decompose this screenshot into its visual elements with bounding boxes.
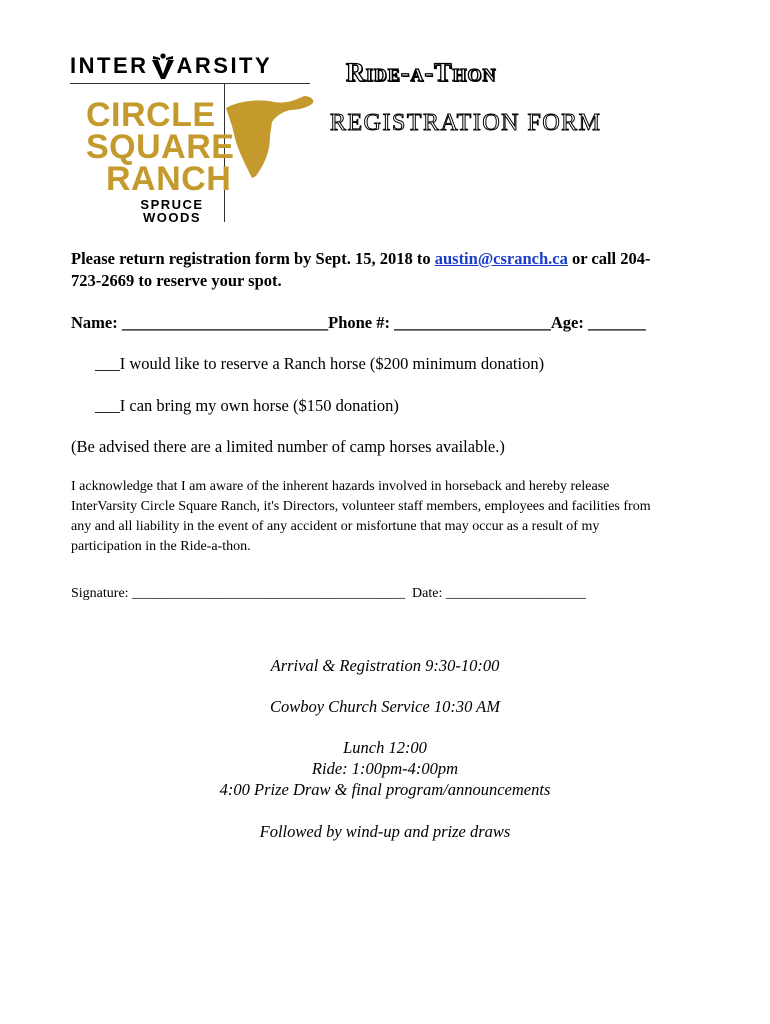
logo-divider-horizontal [70,83,310,84]
longhorn-icon [226,96,316,180]
page-subtitle: REGISTRATION FORM [330,110,602,136]
option-own-horse[interactable]: ___I can bring my own horse ($150 donation) [95,396,399,415]
phone-field[interactable]: Phone #: ___________________ [328,313,551,332]
ranch-name-line2: SQUARE [86,128,235,166]
schedule-followed: Followed by wind-up and prize draws [259,822,511,841]
intervarsity-wordmark [70,52,320,80]
schedule-prize: 4:00 Prize Draw & final program/announcements [219,780,551,799]
ranch-name-line1: CIRCLE [86,96,216,134]
option-ranch-horse[interactable]: ___I would like to reserve a Ranch horse ($200 minimum donation) [95,354,545,373]
advisory-note: (Be advised there are a limited number of camp horses available.) [71,437,505,456]
location-line2: WOODS [142,210,202,225]
schedule-ride: Ride: 1:00pm-4:00pm [311,759,459,778]
waiver-line: I acknowledge that I am aware of the inherent hazards involved in horseback and hereby release [71,479,610,494]
age-field[interactable]: Age: _______ [550,313,646,332]
wordmark-left: INTER [70,53,149,78]
intro-text-line2: 723-2669 to reserve your spot. [71,271,282,290]
contact-fields [71,312,646,334]
location-line1: SPRUCE [140,197,204,212]
wordmark-right: ARSITY [176,53,273,78]
waiver-line: any and all liability in the event of any accident or misfortune that may occur as a result of my [71,519,600,534]
schedule-lunch: Lunch 12:00 [343,738,427,757]
intervarsity-v-icon [150,52,176,80]
name-field[interactable]: Name: _________________________ [71,313,329,332]
signature-row [71,584,586,604]
intro-text-end: or call 204- [567,249,651,268]
email-link[interactable]: austin@csranch.ca [434,249,568,268]
schedule-church: Cowboy Church Service 10:30 AM [269,697,501,716]
signature-field[interactable]: Signature: _______________________________________ [71,586,406,601]
page-title: Ride-a-Thon [346,58,497,87]
intro-paragraph [71,248,711,292]
schedule-arrival: Arrival & Registration 9:30-10:00 [270,656,500,675]
waiver-line: InterVarsity Circle Square Ranch, it's Directors, volunteer staff members, employees and facilities from [71,499,651,514]
intro-text-start: Please return registration form by Sept. 15, 2018 to [71,249,435,268]
date-field[interactable]: Date: ____________________ [412,586,586,601]
waiver-line: participation in the Ride-a-thon. [71,539,251,554]
waiver-paragraph [71,477,651,557]
ranch-name-line3: RANCH [106,160,232,198]
